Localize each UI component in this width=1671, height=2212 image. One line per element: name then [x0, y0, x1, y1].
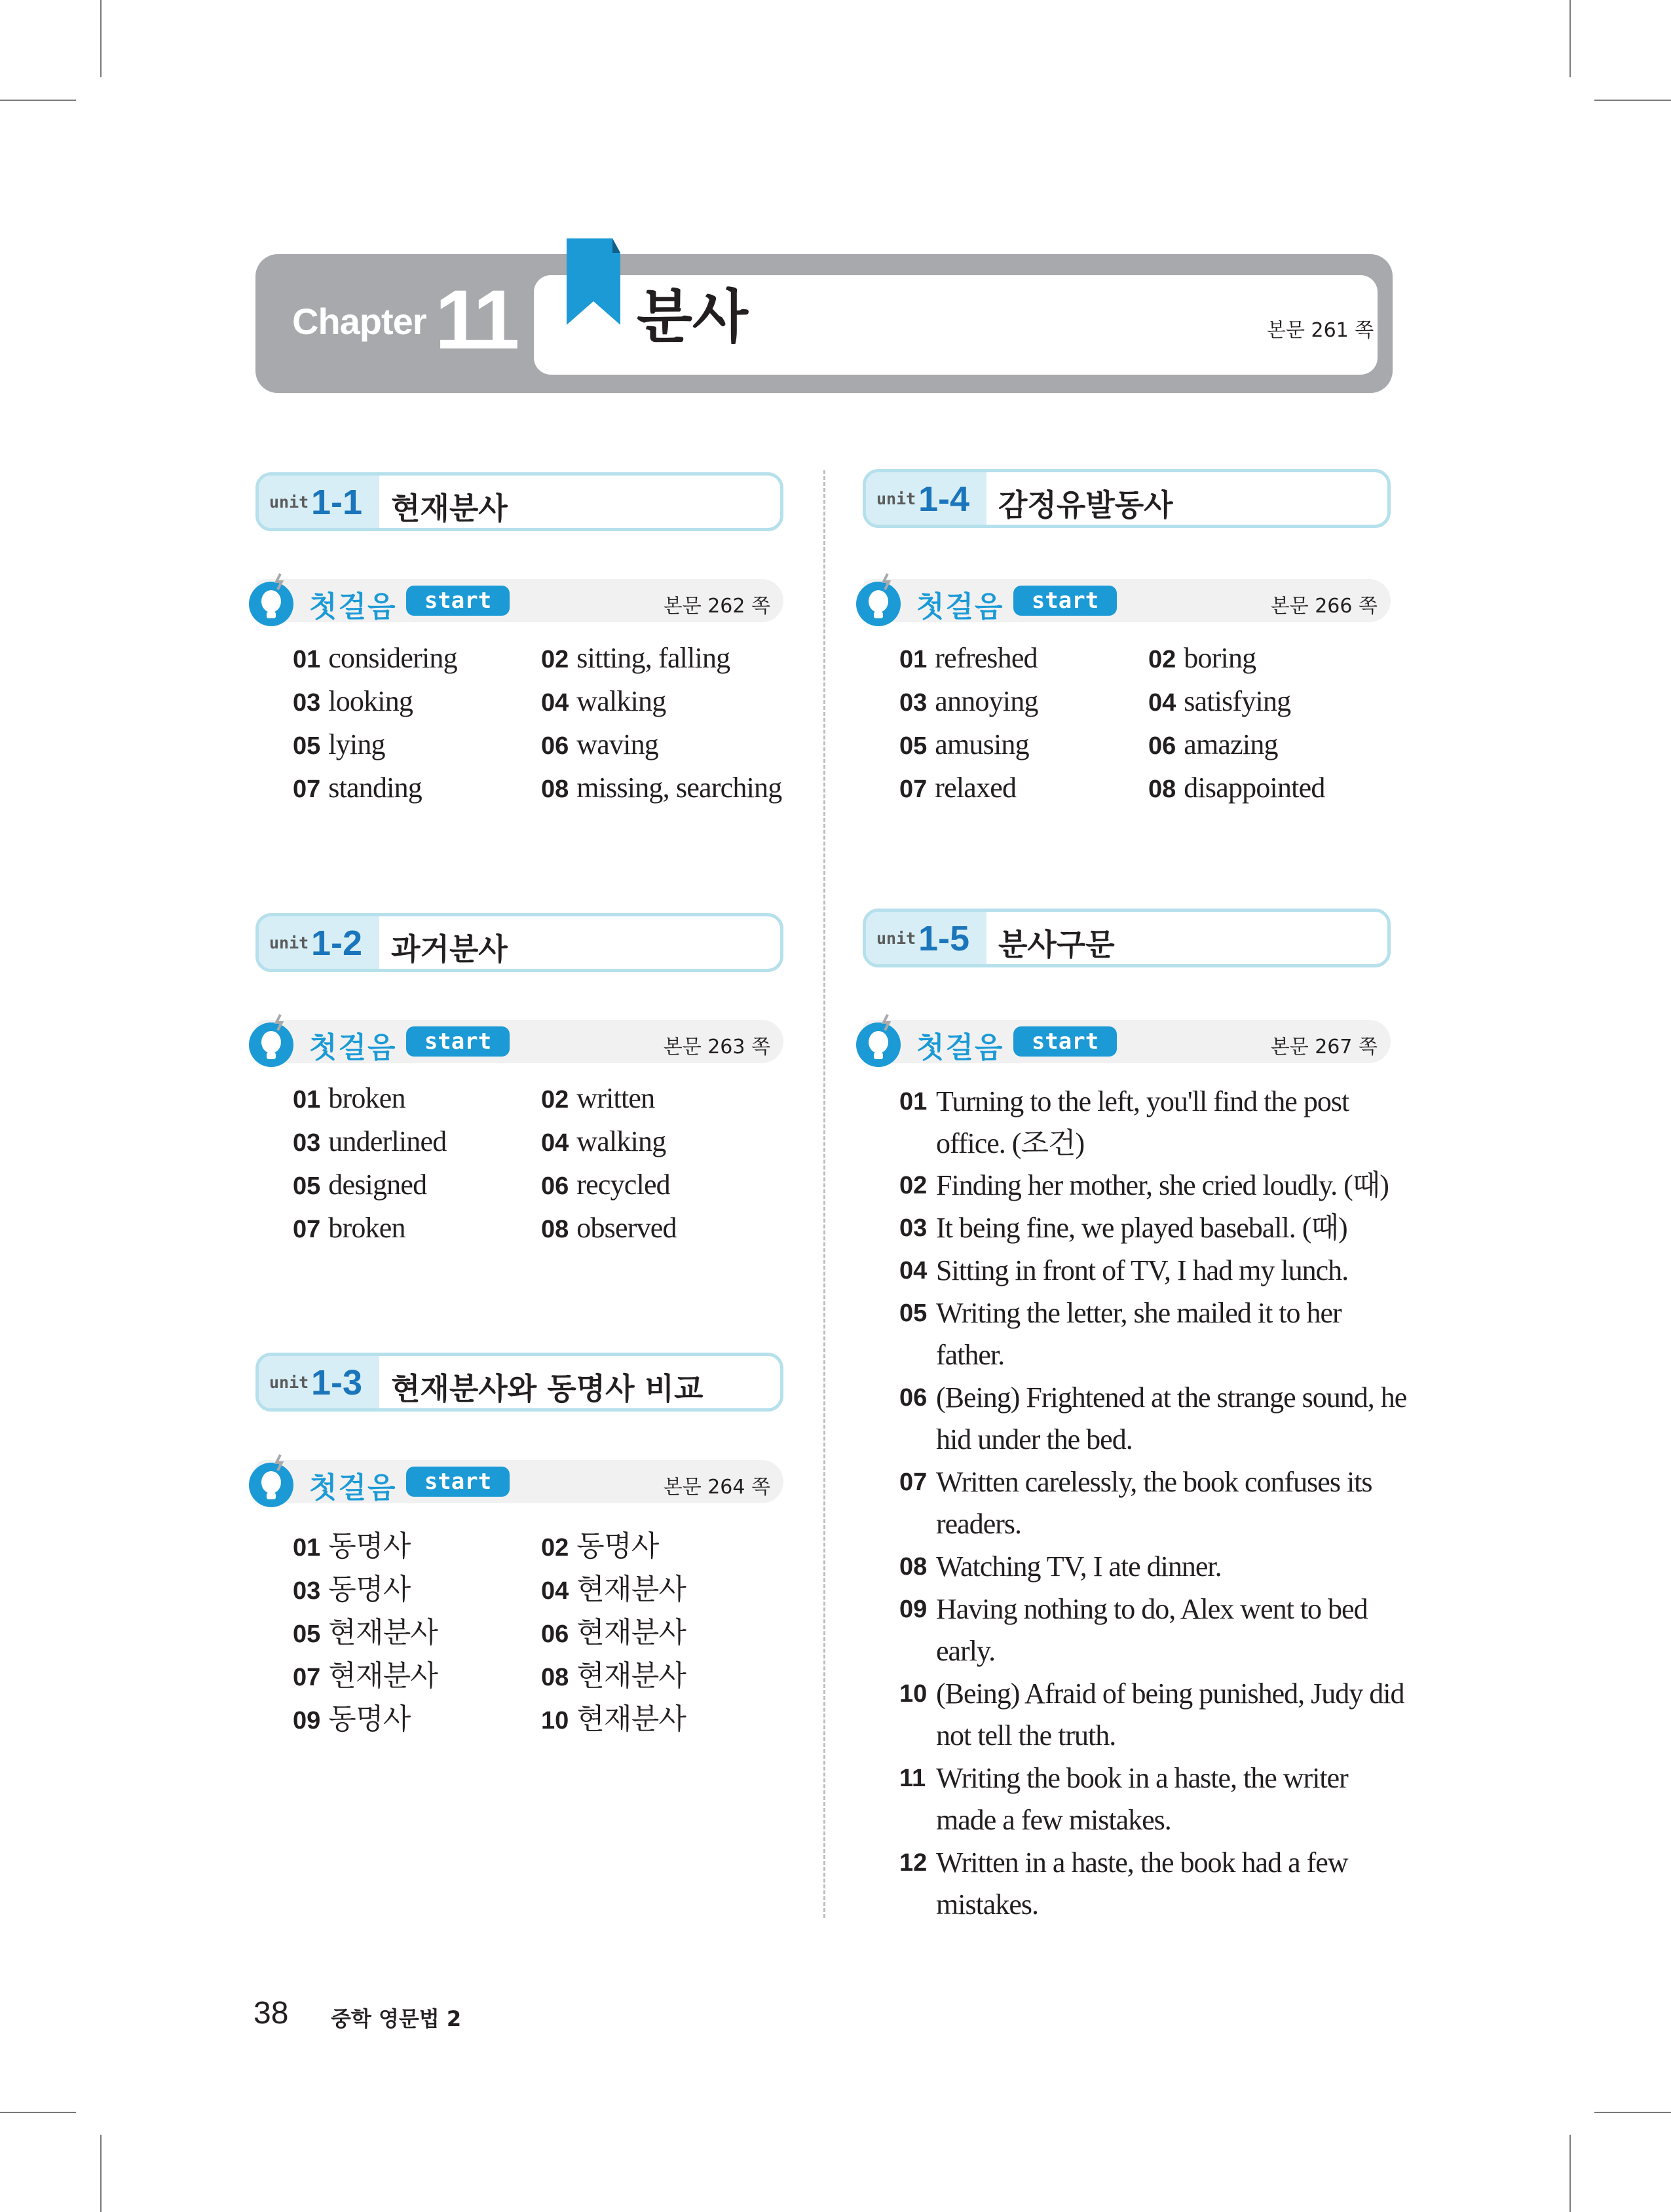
answer-item: 07 standing	[293, 772, 422, 804]
answer-item: 01 Turning to the left, you'll find the post office. (조건)	[899, 1085, 1349, 1159]
start-bar-1-3	[255, 1460, 783, 1503]
answer-item: 05 designed	[293, 1169, 427, 1201]
answer-item: 04 현재분사	[541, 1573, 686, 1605]
answer-item: 03 It being fine, we played baseball. (때)	[899, 1212, 1347, 1244]
answer-item: 08 observed	[541, 1212, 677, 1244]
answer-item: 01 broken	[293, 1082, 405, 1114]
start-label-korean: 첫걸음	[309, 1471, 397, 1505]
answer-item: 06 recycled	[541, 1169, 670, 1201]
start-badge: start	[406, 1467, 510, 1497]
answer-item: 07 relaxed	[899, 772, 1017, 804]
bookmark-icon	[567, 238, 620, 325]
answer-item: 07 Written carelessly, the book confuses its readers.	[899, 1466, 1372, 1540]
lightbulb-icon	[248, 572, 299, 629]
start-badge: start	[1013, 586, 1117, 616]
book-title: 중학 영문법 2	[331, 2006, 462, 2031]
start-label-korean: 첫걸음	[916, 590, 1004, 624]
start-bar-1-4	[863, 579, 1391, 622]
lightbulb-icon	[855, 1013, 906, 1070]
answer-item: 05 현재분사	[293, 1617, 438, 1649]
unit-word: unit	[269, 493, 309, 512]
crop-mark	[1594, 100, 1671, 101]
chapter-label: Chapter	[292, 301, 426, 342]
lightbulb-icon	[855, 572, 906, 629]
start-bar-1-5	[863, 1020, 1391, 1063]
chapter-page-ref: 본문 261 쪽	[1267, 319, 1374, 342]
crop-mark	[100, 2135, 102, 2212]
unit-number: 1-2	[311, 924, 363, 963]
answer-item: 06 amazing	[1148, 728, 1278, 760]
answer-item: 08 현재분사	[541, 1660, 686, 1692]
answer-item: 06 현재분사	[541, 1617, 686, 1649]
answer-item: 07 현재분사	[293, 1660, 438, 1692]
answer-item: 09 동명사	[293, 1703, 411, 1735]
unit-header-1-1	[255, 472, 783, 531]
page-number: 38	[253, 1996, 289, 2031]
crop-mark	[1569, 2135, 1571, 2212]
page-ref: 본문 264 쪽	[663, 1476, 770, 1499]
lightbulb-icon	[248, 1013, 299, 1070]
crop-mark	[1594, 2112, 1671, 2113]
unit-header-1-2	[255, 913, 783, 972]
answer-item: 02 boring	[1148, 642, 1256, 674]
column-divider	[823, 470, 825, 1918]
answer-item: 05 lying	[293, 728, 385, 760]
answer-item: 06 waving	[541, 728, 659, 760]
answer-item: 01 동명사	[293, 1530, 411, 1562]
answer-item: 08 Watching TV, I ate dinner.	[899, 1550, 1222, 1583]
unit-number: 1-5	[918, 919, 970, 958]
chapter-title: 분사	[637, 283, 749, 350]
unit-word: unit	[876, 929, 916, 948]
unit-number: 1-3	[311, 1363, 363, 1402]
page-ref: 본문 267 쪽	[1270, 1036, 1378, 1059]
page-ref: 본문 266 쪽	[1270, 595, 1378, 618]
start-bar-1-1	[255, 579, 783, 622]
unit-title: 과거분사	[391, 931, 508, 967]
unit-number: 1-1	[311, 483, 363, 522]
answer-item: 12 Written in a haste, the book had a few mistakes.	[899, 1846, 1348, 1921]
answer-item: 02 Finding her mother, she cried loudly. (때)	[899, 1169, 1389, 1201]
crop-mark	[0, 100, 76, 101]
answer-item: 08 disappointed	[1148, 772, 1325, 804]
answer-item: 09 Having nothing to do, Alex went to bed early.	[899, 1593, 1368, 1667]
start-label-korean: 첫걸음	[916, 1031, 1004, 1064]
answer-item: 10 (Being) Afraid of being punished, Judy did not tell the truth.	[899, 1678, 1404, 1752]
answer-item: 05 amusing	[899, 728, 1029, 760]
crop-mark	[1569, 0, 1571, 77]
page-ref: 본문 262 쪽	[663, 595, 770, 618]
start-bar-1-2	[255, 1020, 783, 1063]
lightbulb-icon	[248, 1453, 299, 1510]
answer-item: 03 동명사	[293, 1573, 411, 1605]
answer-item: 11 Writing the book in a haste, the writer made a few mistakes.	[899, 1762, 1348, 1836]
answer-item: 04 satisfying	[1148, 685, 1291, 717]
answer-item: 02 written	[541, 1082, 655, 1114]
answer-item: 01 refreshed	[899, 642, 1038, 674]
answer-item: 04 walking	[541, 685, 666, 717]
answer-item: 08 missing, searching	[541, 772, 782, 804]
answer-item: 07 broken	[293, 1212, 405, 1244]
answer-item: 06 (Being) Frightened at the strange sound, he hid under the bed.	[899, 1381, 1407, 1455]
unit-header-1-5	[863, 909, 1391, 967]
unit-title: 감정유발동사	[998, 487, 1173, 523]
crop-mark	[100, 0, 102, 77]
start-badge: start	[406, 1026, 510, 1057]
answer-item: 02 sitting, falling	[541, 642, 730, 674]
unit-number: 1-4	[918, 479, 970, 519]
unit-title: 현재분사	[391, 491, 508, 526]
unit-word: unit	[876, 489, 916, 508]
answer-item: 01 considering	[293, 642, 457, 674]
unit-title: 분사구문	[998, 927, 1115, 962]
start-label-korean: 첫걸음	[309, 1031, 397, 1064]
answer-item: 03 looking	[293, 685, 413, 717]
answer-item: 03 underlined	[293, 1125, 447, 1157]
chapter-number: 11	[435, 273, 516, 367]
answer-item: 02 동명사	[541, 1530, 659, 1562]
answer-item: 05 Writing the letter, she mailed it to her father.	[899, 1297, 1342, 1371]
start-badge: start	[1013, 1026, 1117, 1057]
answer-item: 04 walking	[541, 1125, 666, 1157]
answer-item: 04 Sitting in front of TV, I had my lunch.	[899, 1254, 1349, 1286]
start-label-korean: 첫걸음	[309, 590, 397, 624]
answer-item: 10 현재분사	[541, 1703, 686, 1735]
page-ref: 본문 263 쪽	[663, 1036, 770, 1059]
unit-word: unit	[269, 933, 309, 952]
unit-header-1-4	[863, 469, 1391, 528]
unit-word: unit	[269, 1373, 309, 1392]
unit-header-1-3	[255, 1353, 783, 1412]
answer-item: 03 annoying	[899, 685, 1038, 717]
crop-mark	[0, 2112, 76, 2113]
unit-title: 현재분사와 동명사 비교	[391, 1371, 704, 1406]
start-badge: start	[406, 586, 510, 616]
